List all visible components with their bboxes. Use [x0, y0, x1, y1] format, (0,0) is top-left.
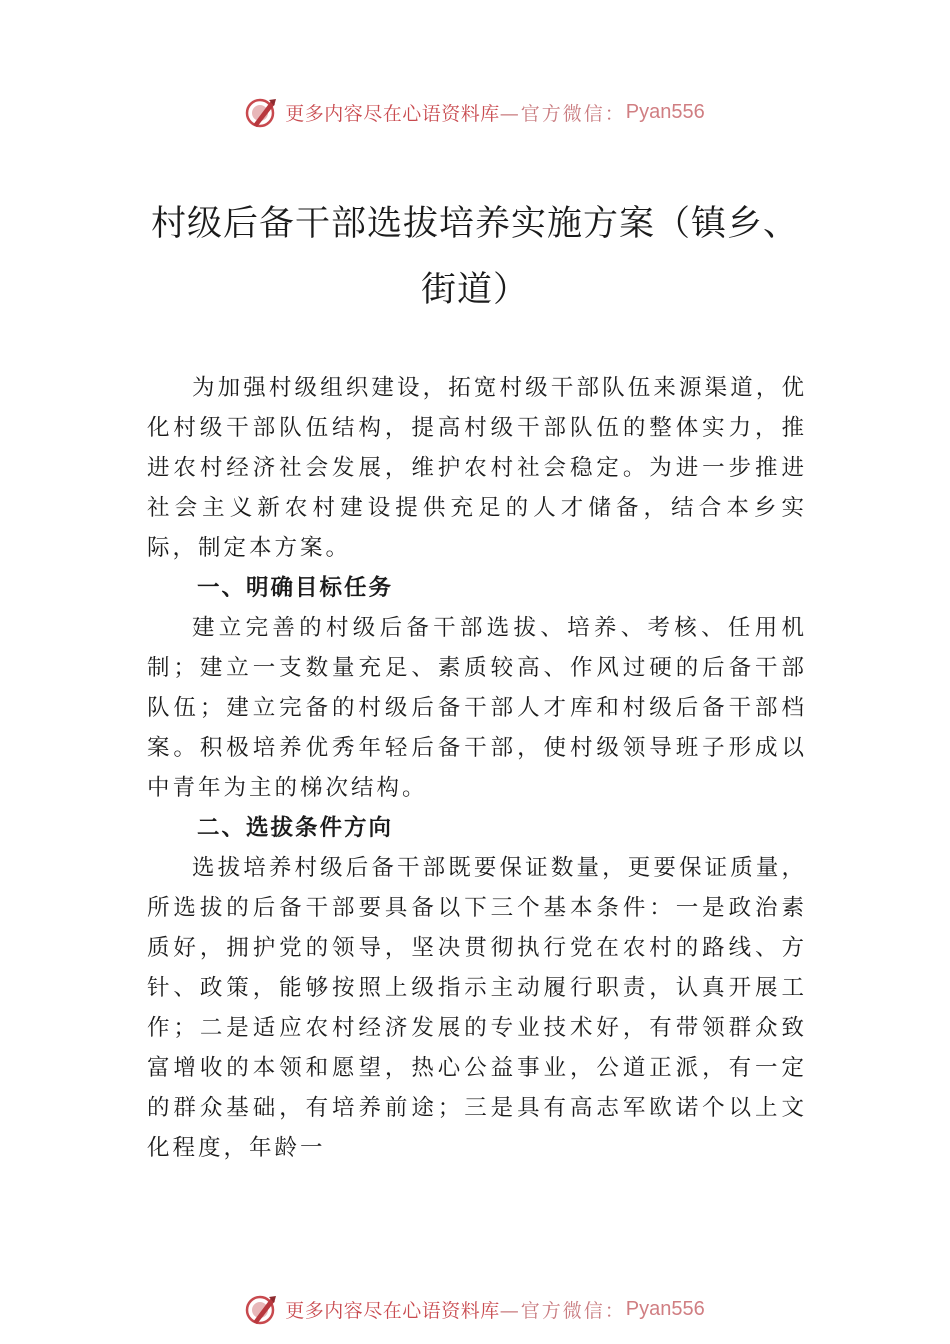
section2-paragraph: 选拔培养村级后备干部既要保证数量，更要保证质量，所选拔的后备干部要具备以下三个基本条件：一是政治素质好，拥护党的领导，坚决贯彻执行党在农村的路线、方针、政策，能够按照上级指示主动履行职责，认真开展工作；二是适应农村经济发展的专业技术好，有带领群众致富增收的本领和愿望，热心公益事业，公道正派，有一定的群众基础，有培养前途；三是具有高志军欧诺个以上文化程度，年龄一 — [147, 855, 807, 1161]
watermark-tail-text: —官方微信： — [499, 1299, 626, 1322]
section1-paragraph: 建立完善的村级后备干部选拔、培养、考核、任用机制；建立一支数量充足、素质较高、作风过硬的后备干部队伍；建立完备的村级后备干部人才库和村级后备干部档案。积极培养优秀年轻后备干部，使村级领导班子形成以中青年为主的梯次结构。 — [147, 615, 807, 801]
document-body — [147, 368, 807, 1168]
intro-paragraph: 为加强村级组织建设，拓宽村级干部队伍来源渠道，优化村级干部队伍结构，提高村级干部队伍的整体实力，推进农村经济社会发展，维护农村社会稳定。为进一步推进社会主义新农村建设提供充足的人才储备，结合本乡实际，制定本方案。 — [147, 375, 807, 561]
watermark-wechat-id: Pyan556 — [625, 100, 705, 123]
watermark-tail-text: —官方微信： — [499, 102, 626, 125]
watermark-wechat-id: Pyan556 — [625, 1297, 705, 1320]
watermark-lead-text: 更多内容尽在心语资料库 — [285, 1299, 500, 1322]
footer-watermark — [0, 1289, 950, 1329]
document-title-line2: 街道） — [420, 270, 529, 310]
watermark-lead-text: 更多内容尽在心语资料库 — [285, 102, 500, 125]
section1-heading: 一、明确目标任务 — [197, 575, 394, 601]
pen-nib-logo-icon — [245, 1292, 279, 1326]
header-watermark — [0, 92, 950, 132]
document-title-line1: 村级后备干部选拔培养实施方案（镇乡、 — [150, 204, 799, 244]
pen-nib-logo-icon — [245, 95, 279, 129]
section2-heading: 二、选拔条件方向 — [197, 815, 394, 841]
